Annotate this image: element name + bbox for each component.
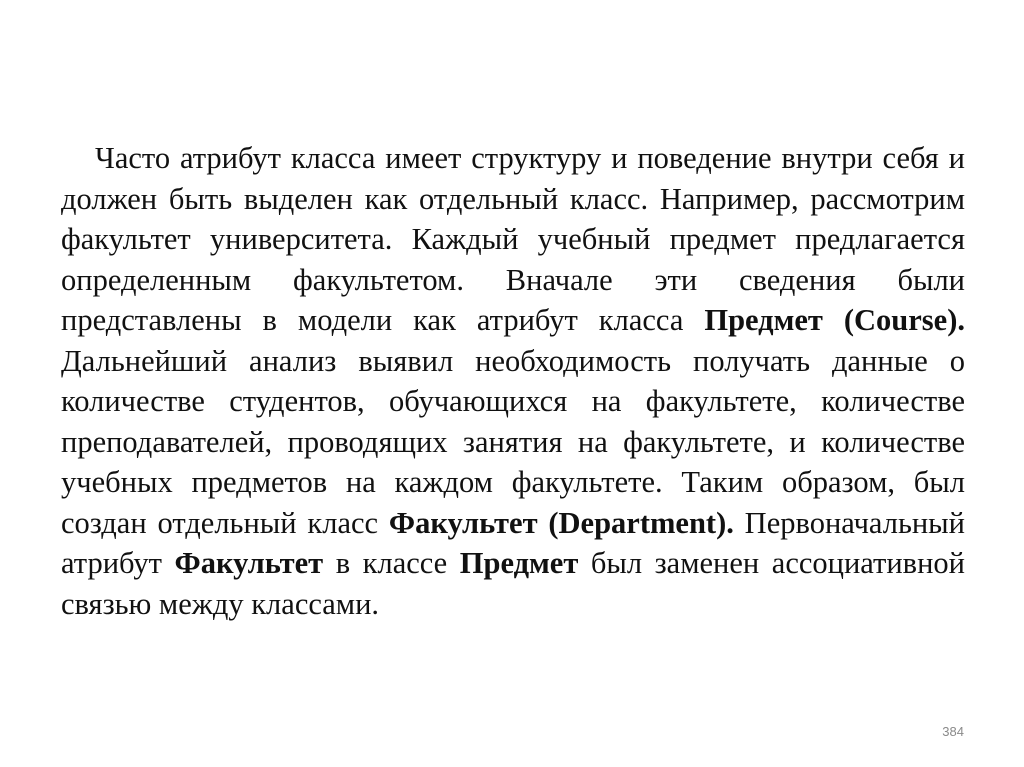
body-paragraph: [61, 138, 965, 624]
bold-term-faculty: Факультет: [174, 546, 324, 580]
paragraph-text: Первоначальный атрибут: [61, 505, 965, 580]
paragraph-text: Часто атрибут класса имеет структуру и поведение внутри себя и должен быть выделен как отдельный класс. Например, рассмотрим факультет университета. Каждый учебный предмет предлагается определенным факультетом. Вначале эти сведения были представлены в модели как атрибут класса: [61, 141, 965, 337]
bold-term-subject: Предмет: [459, 546, 579, 580]
paragraph-text: Дальнейший анализ выявил необходимость получать данные о количестве студентов, обучающихся на факультете, количестве преподавателей, проводящих занятия на факультете, и количестве учебных предметов на каждом факультете. Таким образом, был создан отдельный класс: [61, 343, 965, 540]
paragraph-text: в классе: [323, 546, 460, 580]
paragraph-text: был заменен ассоциативной связью между классами.: [61, 546, 965, 621]
bold-term-course: Предмет (Course).: [704, 303, 965, 337]
bold-term-department: Факультет (Department).: [388, 505, 734, 540]
page-number: 384: [942, 724, 964, 739]
